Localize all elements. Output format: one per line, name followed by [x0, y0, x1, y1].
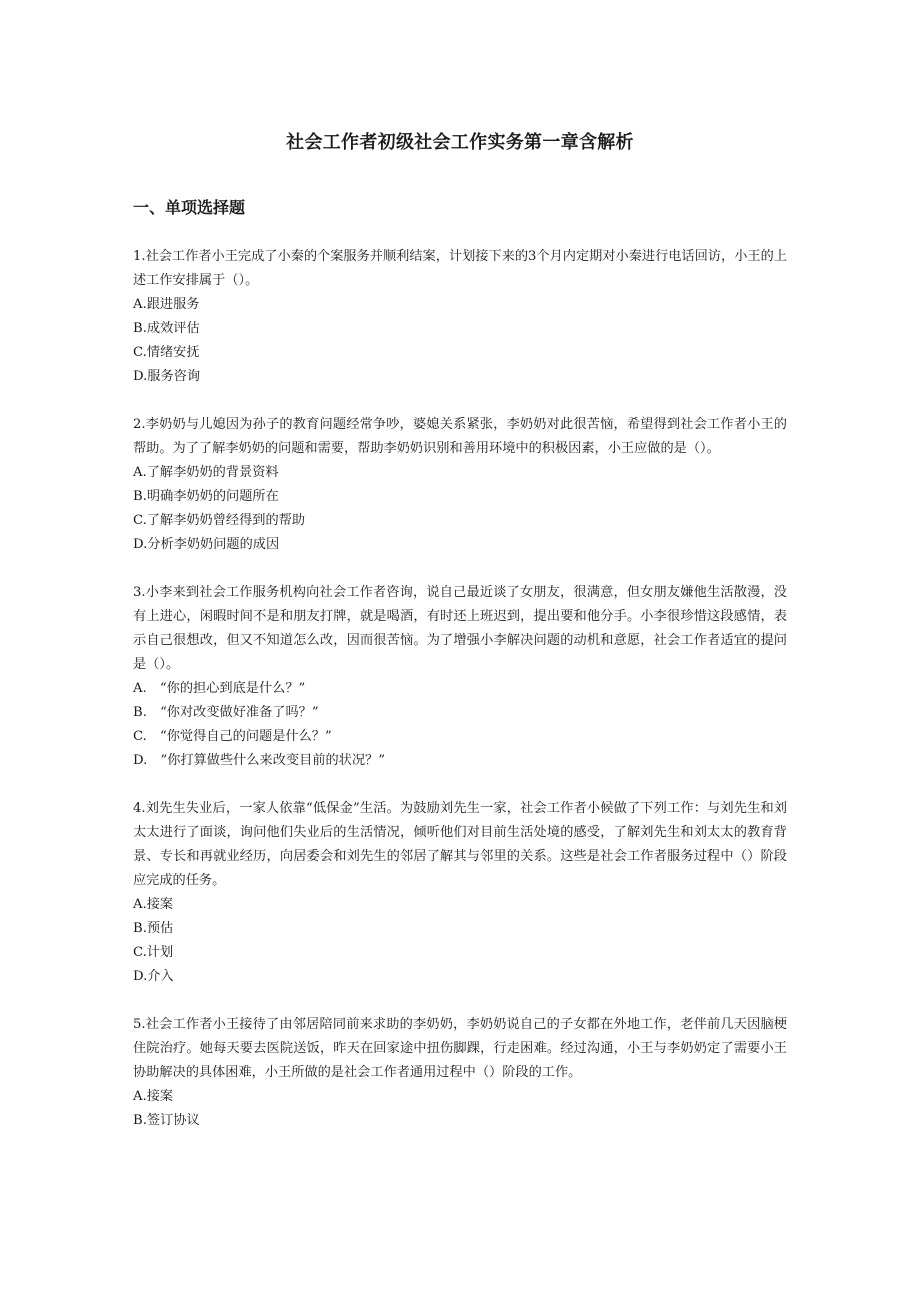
- option-d: D.介入: [133, 969, 174, 984]
- question-4: [133, 797, 787, 989]
- option-d: D.服务咨询: [133, 369, 201, 384]
- question-2: [133, 413, 787, 557]
- option-d: D. ”你打算做些什么来改变目前的状况？”: [133, 753, 385, 768]
- option-c: C.情绪安抚: [133, 345, 200, 360]
- question-stem: 3.小李来到社会工作服务机构向社会工作者咨询，说自己最近谈了女朋友，很满意，但女朋友嫌他生活散漫，没有上进心，闲暇时间不是和朋友打牌，就是喝酒，有时还上班迟到，提出要和他分手。小李很珍惜这段感情，表示自己很想改，但又不知道怎么改，因而很苦恼。为了增强小李解决问题的动机和意愿，社会工作者适宜的提问是（）。: [133, 585, 787, 672]
- option-c: C.计划: [133, 945, 174, 960]
- option-a: A.了解李奶奶的背景资料: [133, 465, 279, 480]
- question-3: [133, 581, 787, 773]
- question-list: [133, 245, 787, 1157]
- option-b: B.明确李奶奶的问题所在: [133, 489, 279, 504]
- option-a: A. “你的担心到底是什么？”: [133, 681, 306, 696]
- question-5: [133, 1013, 787, 1133]
- question-stem: 4.刘先生失业后，一家人依靠“低保金”生活。为鼓励刘先生一家，社会工作者小候做了下列工作：与刘先生和刘太太进行了面谈，询问他们失业后的生活情况，倾听他们对目前生活处境的感受，了解刘先生和刘太太的教育背景、专长和再就业经历，向居委会和刘先生的邻居了解其与邻里的关系。这些是社会工作者服务过程中（）阶段应完成的任务。: [133, 801, 787, 888]
- option-c: C. “你觉得自己的问题是什么？”: [133, 729, 332, 744]
- question-stem: 2.李奶奶与儿媳因为孙子的教育问题经常争吵，婆媳关系紧张，李奶奶对此很苦恼，希望得到社会工作者小王的帮助。为了了解李奶奶的问题和需要，帮助李奶奶识别和善用环境中的积极因素，小王应做的是（）。: [133, 417, 787, 456]
- question-stem: 5.社会工作者小王接待了由邻居陪同前来求助的李奶奶，李奶奶说自己的子女都在外地工作，老伴前几天因脑梗住院治疗。她每天要去医院送饭，昨天在回家途中扭伤脚踝，行走困难。经过沟通，小王与李奶奶定了需要小王协助解决的具体困难，小王所做的是社会工作者通用过程中（）阶段的工作。: [133, 1017, 787, 1080]
- option-d: D.分析李奶奶问题的成因: [133, 537, 280, 552]
- option-a: A.跟进服务: [133, 297, 200, 312]
- option-b: B.预估: [133, 921, 174, 936]
- question-stem: 1.社会工作者小王完成了小秦的个案服务并顺利结案，计划接下来的3个月内定期对小秦进行电话回访，小王的上述工作安排属于（）。: [133, 249, 787, 288]
- document-title: 社会工作者初级社会工作实务第一章含解析: [286, 132, 634, 153]
- option-b: B. “你对改变做好准备了吗？”: [133, 705, 319, 720]
- option-a: A.接案: [133, 1089, 174, 1104]
- option-c: C.了解李奶奶曾经得到的帮助: [133, 513, 306, 528]
- option-a: A.接案: [133, 897, 174, 912]
- option-b: B.成效评估: [133, 321, 200, 336]
- section-heading: 一、单项选择题: [133, 198, 246, 217]
- question-1: [133, 245, 787, 389]
- option-b: B.签订协议: [133, 1113, 200, 1128]
